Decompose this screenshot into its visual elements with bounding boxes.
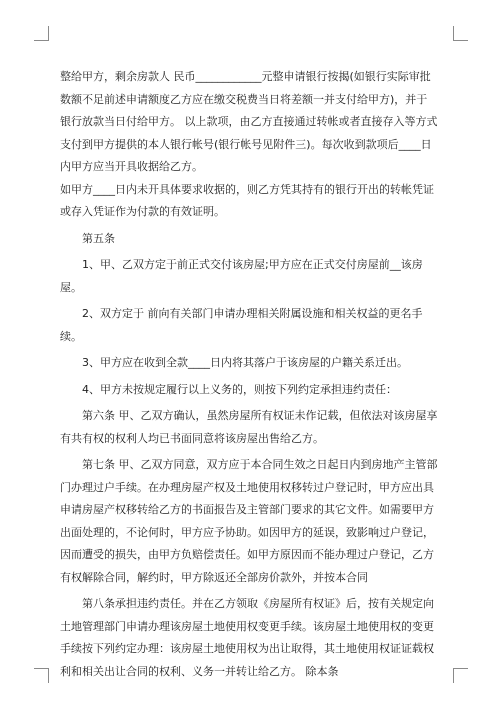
paragraph-receipt-proof: 如甲方____日内未开具体要求收据的，则乙方凭其持有的银行开出的转帐凭证或存入凭证作为付款的有效证明。 (60, 182, 434, 218)
crop-mark-top-left (34, 26, 49, 41)
paragraph-article-6: 第六条 甲、乙双方确认，虽然房屋所有权证未作记载，但依法对该房屋享有共有权的权利人均已书面同意将该房屋出售给乙方。 (60, 409, 438, 445)
paragraph-payment-terms: 整给甲方，剩余房款人 民币____________元整申请银行按揭(如银行实际审批数额不足前述申请额度乙方应在缴交税费当日将差额一并支付给甲方)，并于银行放款当日付给甲方。 以上款项，由乙方直接通过转帐或者直接存入等方式支付到甲方提供的本人银行帐号(银行帐号见附件三)。每次收到款项后____日内甲方应当开具收据给乙方。 (60, 70, 438, 173)
paragraph-article-7: 第七条 甲、乙双方同意，双方应于本合同生效之日起日内到房地产主管部门办理过户手续。在办理房屋产权及土地使用权移转过户登记时，甲方应出具申请房屋产权移转给乙方的书面报告及主管部门要求的其它文件。如需要甲方出面处理的，不论何时，甲方应予协助。如因甲方的延误，致影响过户登记，因而遭受的损失，由甲方负赔偿责任。如甲方原因而不能办理过户登记，乙方有权解除合同，解约时，甲方除返还全部房价款外，并按本合同 (60, 458, 438, 584)
document-page (60, 66, 438, 683)
heading-article-5: 第五条 (82, 231, 115, 245)
crop-mark-bottom-left (34, 668, 49, 683)
list-item-4: 4、甲方未按规定履行以上义务的，则按下列约定承担违约责任： (82, 382, 397, 396)
list-item-1: 1、甲、乙双方定于前正式交付该房屋;甲方应在正式交付房屋前__该房屋。 (60, 258, 423, 294)
crop-mark-bottom-right (453, 668, 468, 683)
list-item-3: 3、甲方应在收到全款____日内将其落户于该房屋的户籍关系迁出。 (82, 356, 408, 369)
crop-mark-top-right (453, 26, 468, 41)
list-item-2: 2、双方定于 前向有关部门申请办理相关附属设施和相关权益的更名手续。 (60, 307, 423, 343)
paragraph-article-8: 第八条承担违约责任。并在乙方领取《房屋所有权证》后，按有关规定向土地管理部门申请办理该房屋土地使用权变更手续。该房屋土地使用权的变更手续按下列约定办理：该房屋土地使用权为出让取得，其土地使用权证证载权利和相关出让合同的权利、义务一并转让给乙方。 除本条 (60, 597, 434, 678)
